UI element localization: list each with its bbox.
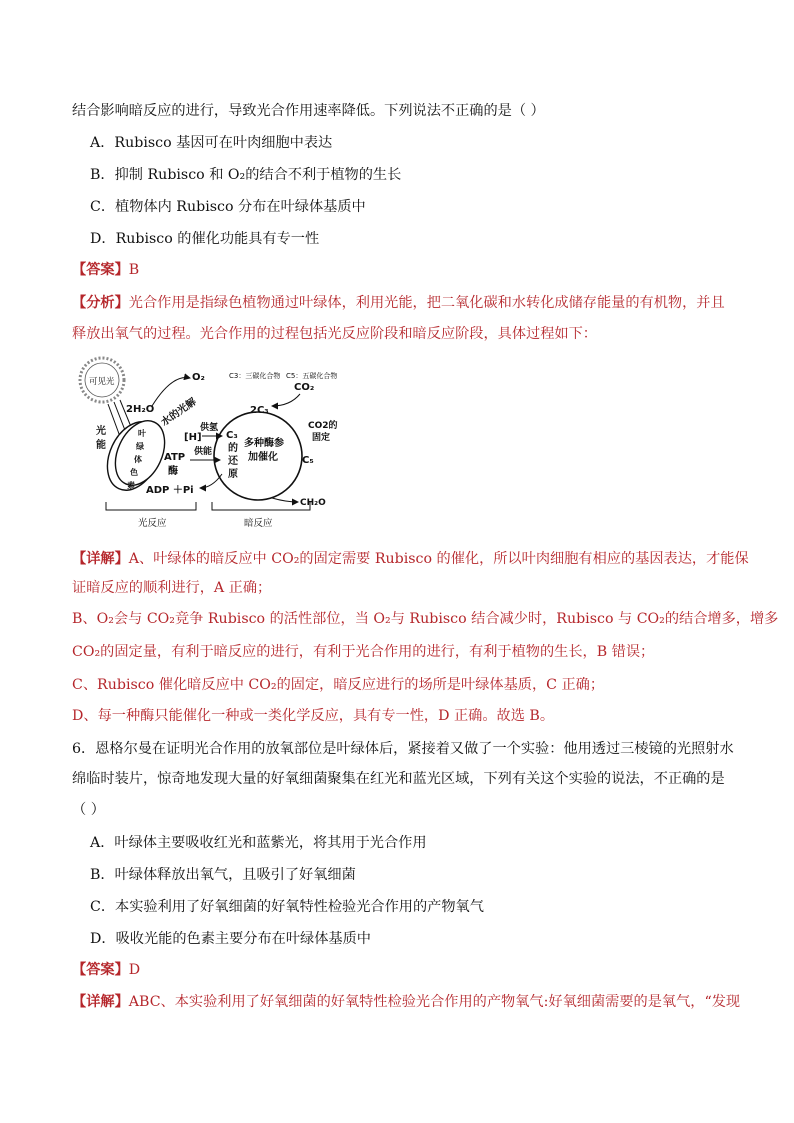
q5-answer bbox=[72, 260, 139, 280]
pigment-char: 叶 bbox=[138, 429, 146, 438]
c3-reduction: C₃ bbox=[226, 430, 238, 441]
co2-arrow bbox=[272, 394, 300, 406]
dark-reaction-label: 暗反应 bbox=[244, 518, 273, 529]
q5-option-c: C．植物体内 Rubisco 分布在叶绿体基质中 bbox=[90, 199, 366, 215]
light-energy-1: 光 bbox=[96, 426, 106, 437]
light-reaction-label: 光反应 bbox=[138, 518, 167, 529]
q6-answer bbox=[72, 960, 140, 980]
light-energy-2: 能 bbox=[96, 440, 106, 451]
q6-stem-line-1: 6．恩格尔曼在证明光合作用的放氧部位是叶绿体后，紧接着又做了一个实验：他用透过三棱镜的光照射水 bbox=[72, 741, 734, 757]
q5-option-a: A．Rubisco 基因可在叶肉细胞中表达 bbox=[90, 135, 333, 151]
dark-reaction-brace bbox=[212, 502, 310, 510]
diagram-co2: CO₂ bbox=[294, 382, 315, 393]
answer-value: B bbox=[128, 262, 140, 278]
q5-option-d: D．Rubisco 的催化功能具有专一性 bbox=[90, 231, 320, 247]
q5-stem-tail: 结合影响暗反应的进行，导致光合作用速率降低。下列说法不正确的是（ ） bbox=[72, 103, 545, 119]
diagram-2c3: 2C₃ bbox=[250, 405, 269, 416]
detail-text: A、叶绿体的暗反应中 CO₂的固定需要 Rubisco 的催化，所以叶肉细胞有相应的基因表达，才能保 bbox=[128, 551, 749, 567]
water-photolysis-label: 水的光解 bbox=[159, 396, 199, 429]
diagram-atp: ATP bbox=[164, 452, 186, 463]
diagram-adp: ADP ＋Pi bbox=[146, 485, 194, 496]
diagram-water: 2H₂O bbox=[126, 404, 155, 415]
q5-analysis-line-2: 释放出氧气的过程。光合作用的过程包括光反应阶段和暗反应阶段，具体过程如下： bbox=[72, 326, 597, 342]
c3-reduction: 原 bbox=[228, 469, 238, 480]
ch2o-arrow bbox=[272, 498, 298, 502]
photosynthesis-diagram bbox=[72, 356, 362, 532]
diagram-h: [H] bbox=[184, 432, 202, 443]
q6-stem-line-2: 绵临时装片，惊奇地发现大量的好氧细菌聚集在红光和蓝光区域，下列有关这个实验的说法，不正确的是 bbox=[72, 771, 725, 787]
detail-tag: 【详解】 bbox=[72, 551, 129, 567]
multi-enzyme-1: 多种酶参 bbox=[244, 438, 284, 449]
diagram-o2: O₂ bbox=[192, 372, 205, 383]
q6-stem-line-3: （ ） bbox=[72, 802, 105, 818]
multi-enzyme-2: 加催化 bbox=[248, 452, 278, 463]
co2-fixation-2: 固定 bbox=[312, 433, 331, 443]
q6-option-a: A．叶绿体主要吸收红光和蓝紫光，将其用于光合作用 bbox=[90, 835, 427, 851]
diagram-enzyme: 酶 bbox=[168, 466, 178, 477]
co2-fixation-1: CO2的 bbox=[308, 421, 338, 431]
c3-reduction: 还 bbox=[228, 456, 238, 467]
analysis-text: 光合作用是指绿色植物通过叶绿体，利用光能，把二氧化碳和水转化成储存能量的有机物，并且 bbox=[128, 295, 725, 311]
answer-value: D bbox=[128, 962, 141, 978]
detail-text: ABC、本实验利用了好氧细菌的好氧特性检验光合作用的产物氧气:好氧细菌需要的是氧气，“发现 bbox=[128, 994, 741, 1010]
pigment-char: 色 bbox=[130, 468, 138, 477]
light-reaction-brace bbox=[106, 502, 196, 510]
q5-option-b: B．抑制 Rubisco 和 O₂的结合不利于植物的生长 bbox=[90, 167, 402, 183]
q5-detail-line-1 bbox=[72, 549, 749, 569]
detail-tag: 【详解】 bbox=[72, 994, 129, 1010]
q5-detail-line-5: C、Rubisco 催化暗反应中 CO₂的固定，暗反应进行的场所是叶绿体基质，C 正确； bbox=[72, 677, 605, 693]
q6-option-d: D．吸收光能的色素主要分布在叶绿体基质中 bbox=[90, 931, 371, 947]
diagram-ch2o: CH₂O bbox=[300, 498, 326, 508]
q6-option-b: B．叶绿体释放出氧气，且吸引了好氧细菌 bbox=[90, 867, 356, 883]
pigment-char: 绿 bbox=[136, 442, 144, 451]
pigment-char: 素 bbox=[127, 481, 135, 490]
q5-detail-line-6: D、每一种酶只能催化一种或一类化学反应，具有专一性，D 正确。故选 B。 bbox=[72, 708, 555, 724]
q5-detail-line-3: B、O₂会与 CO₂竞争 Rubisco 的活性部位，当 O₂与 Rubisco 结合减少时，Rubisco 与 CO₂的结合增多，增多 bbox=[72, 611, 779, 627]
q5-detail-line-2: 证暗反应的顺利进行，A 正确； bbox=[72, 580, 272, 596]
q5-detail-line-4: CO₂的固定量，有利于暗反应的进行，有利于光合作用的进行，有利于植物的生长，B 错误； bbox=[72, 644, 655, 660]
c5-note: C5：五碳化合物 bbox=[286, 372, 338, 380]
c3-reduction: 的 bbox=[228, 443, 238, 454]
answer-tag: 【答案】 bbox=[72, 962, 129, 978]
supply-energy-label: 供能 bbox=[194, 447, 213, 457]
supply-h-label: 供氢 bbox=[200, 423, 219, 433]
analysis-tag: 【分析】 bbox=[72, 295, 129, 311]
q6-option-c: C．本实验利用了好氧细菌的好氧特性检验光合作用的产物氧气 bbox=[90, 899, 484, 915]
visible-light-label: 可见光 bbox=[89, 377, 115, 387]
answer-tag: 【答案】 bbox=[72, 262, 129, 278]
q5-analysis-line-1 bbox=[72, 293, 725, 313]
pigment-char: 体 bbox=[134, 455, 142, 464]
c3-note: C3：三碳化合物 bbox=[229, 372, 281, 380]
q6-detail-line-1 bbox=[72, 992, 740, 1012]
diagram-c5: C₅ bbox=[302, 455, 314, 466]
